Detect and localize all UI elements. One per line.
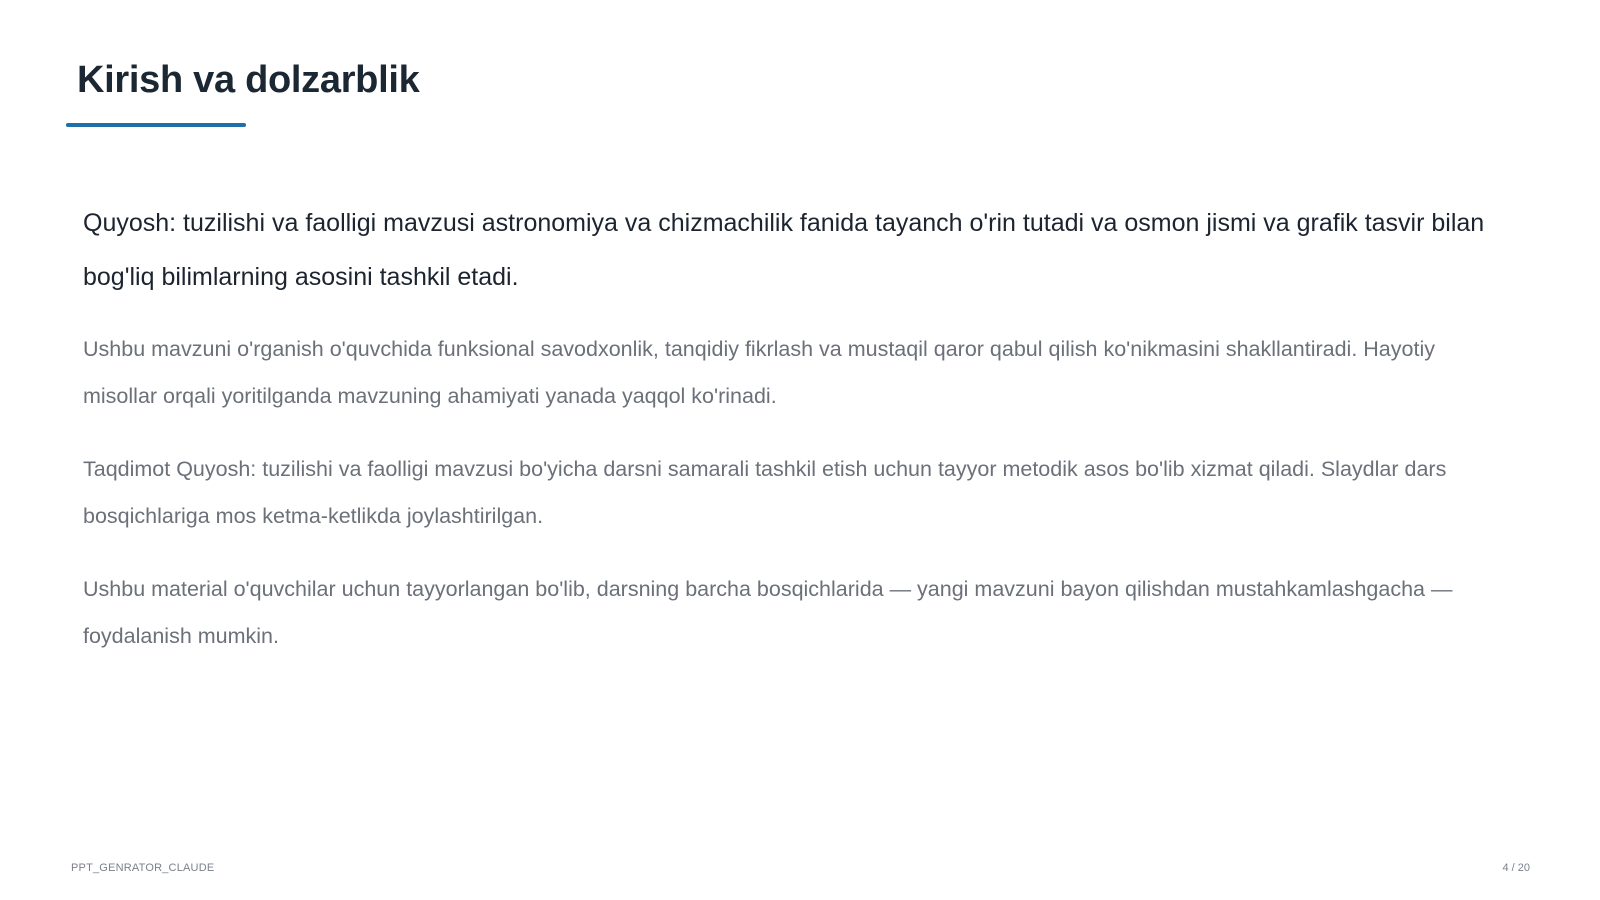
slide-title: Kirish va dolzarblik [77, 59, 420, 101]
body-paragraph: Ushbu material o'quvchilar uchun tayyorlangan bo'lib, darsning barcha bosqichlarida — yangi mavzuni bayon qilishdan mustahkamlashgacha — foydalanish mumkin. [83, 577, 1453, 648]
title-underline [66, 123, 246, 127]
body-paragraph: Ushbu mavzuni o'rganish o'quvchida funksional savodxonlik, tanqidiy fikrlash va mustaqil qaror qabul qilish ko'nikmasini shakllantiradi. Hayotiy misollar orqali yoritilganda mavzuning ahamiyati yanada yaqqol ko'rinadi. [83, 337, 1435, 408]
footer-source-label: PPT_GENRATOR_CLAUDE [71, 862, 215, 874]
lead-paragraph: Quyosh: tuzilishi va faolligi mavzusi astronomiya va chizmachilik fanida tayanch o'rin tutadi va osmon jismi va grafik tasvir bilan bog'liq bilimlarning asosini tashkil etadi. [83, 209, 1485, 291]
page-number: 4 / 20 [1502, 862, 1530, 874]
slide-body [83, 196, 1503, 686]
body-paragraph: Taqdimot Quyosh: tuzilishi va faolligi mavzusi bo'yicha darsni samarali tashkil etish uchun tayyor metodik asos bo'lib xizmat qiladi. Slaydlar dars bosqichlariga mos ketma-ketlikda joylashtirilgan. [83, 457, 1447, 528]
